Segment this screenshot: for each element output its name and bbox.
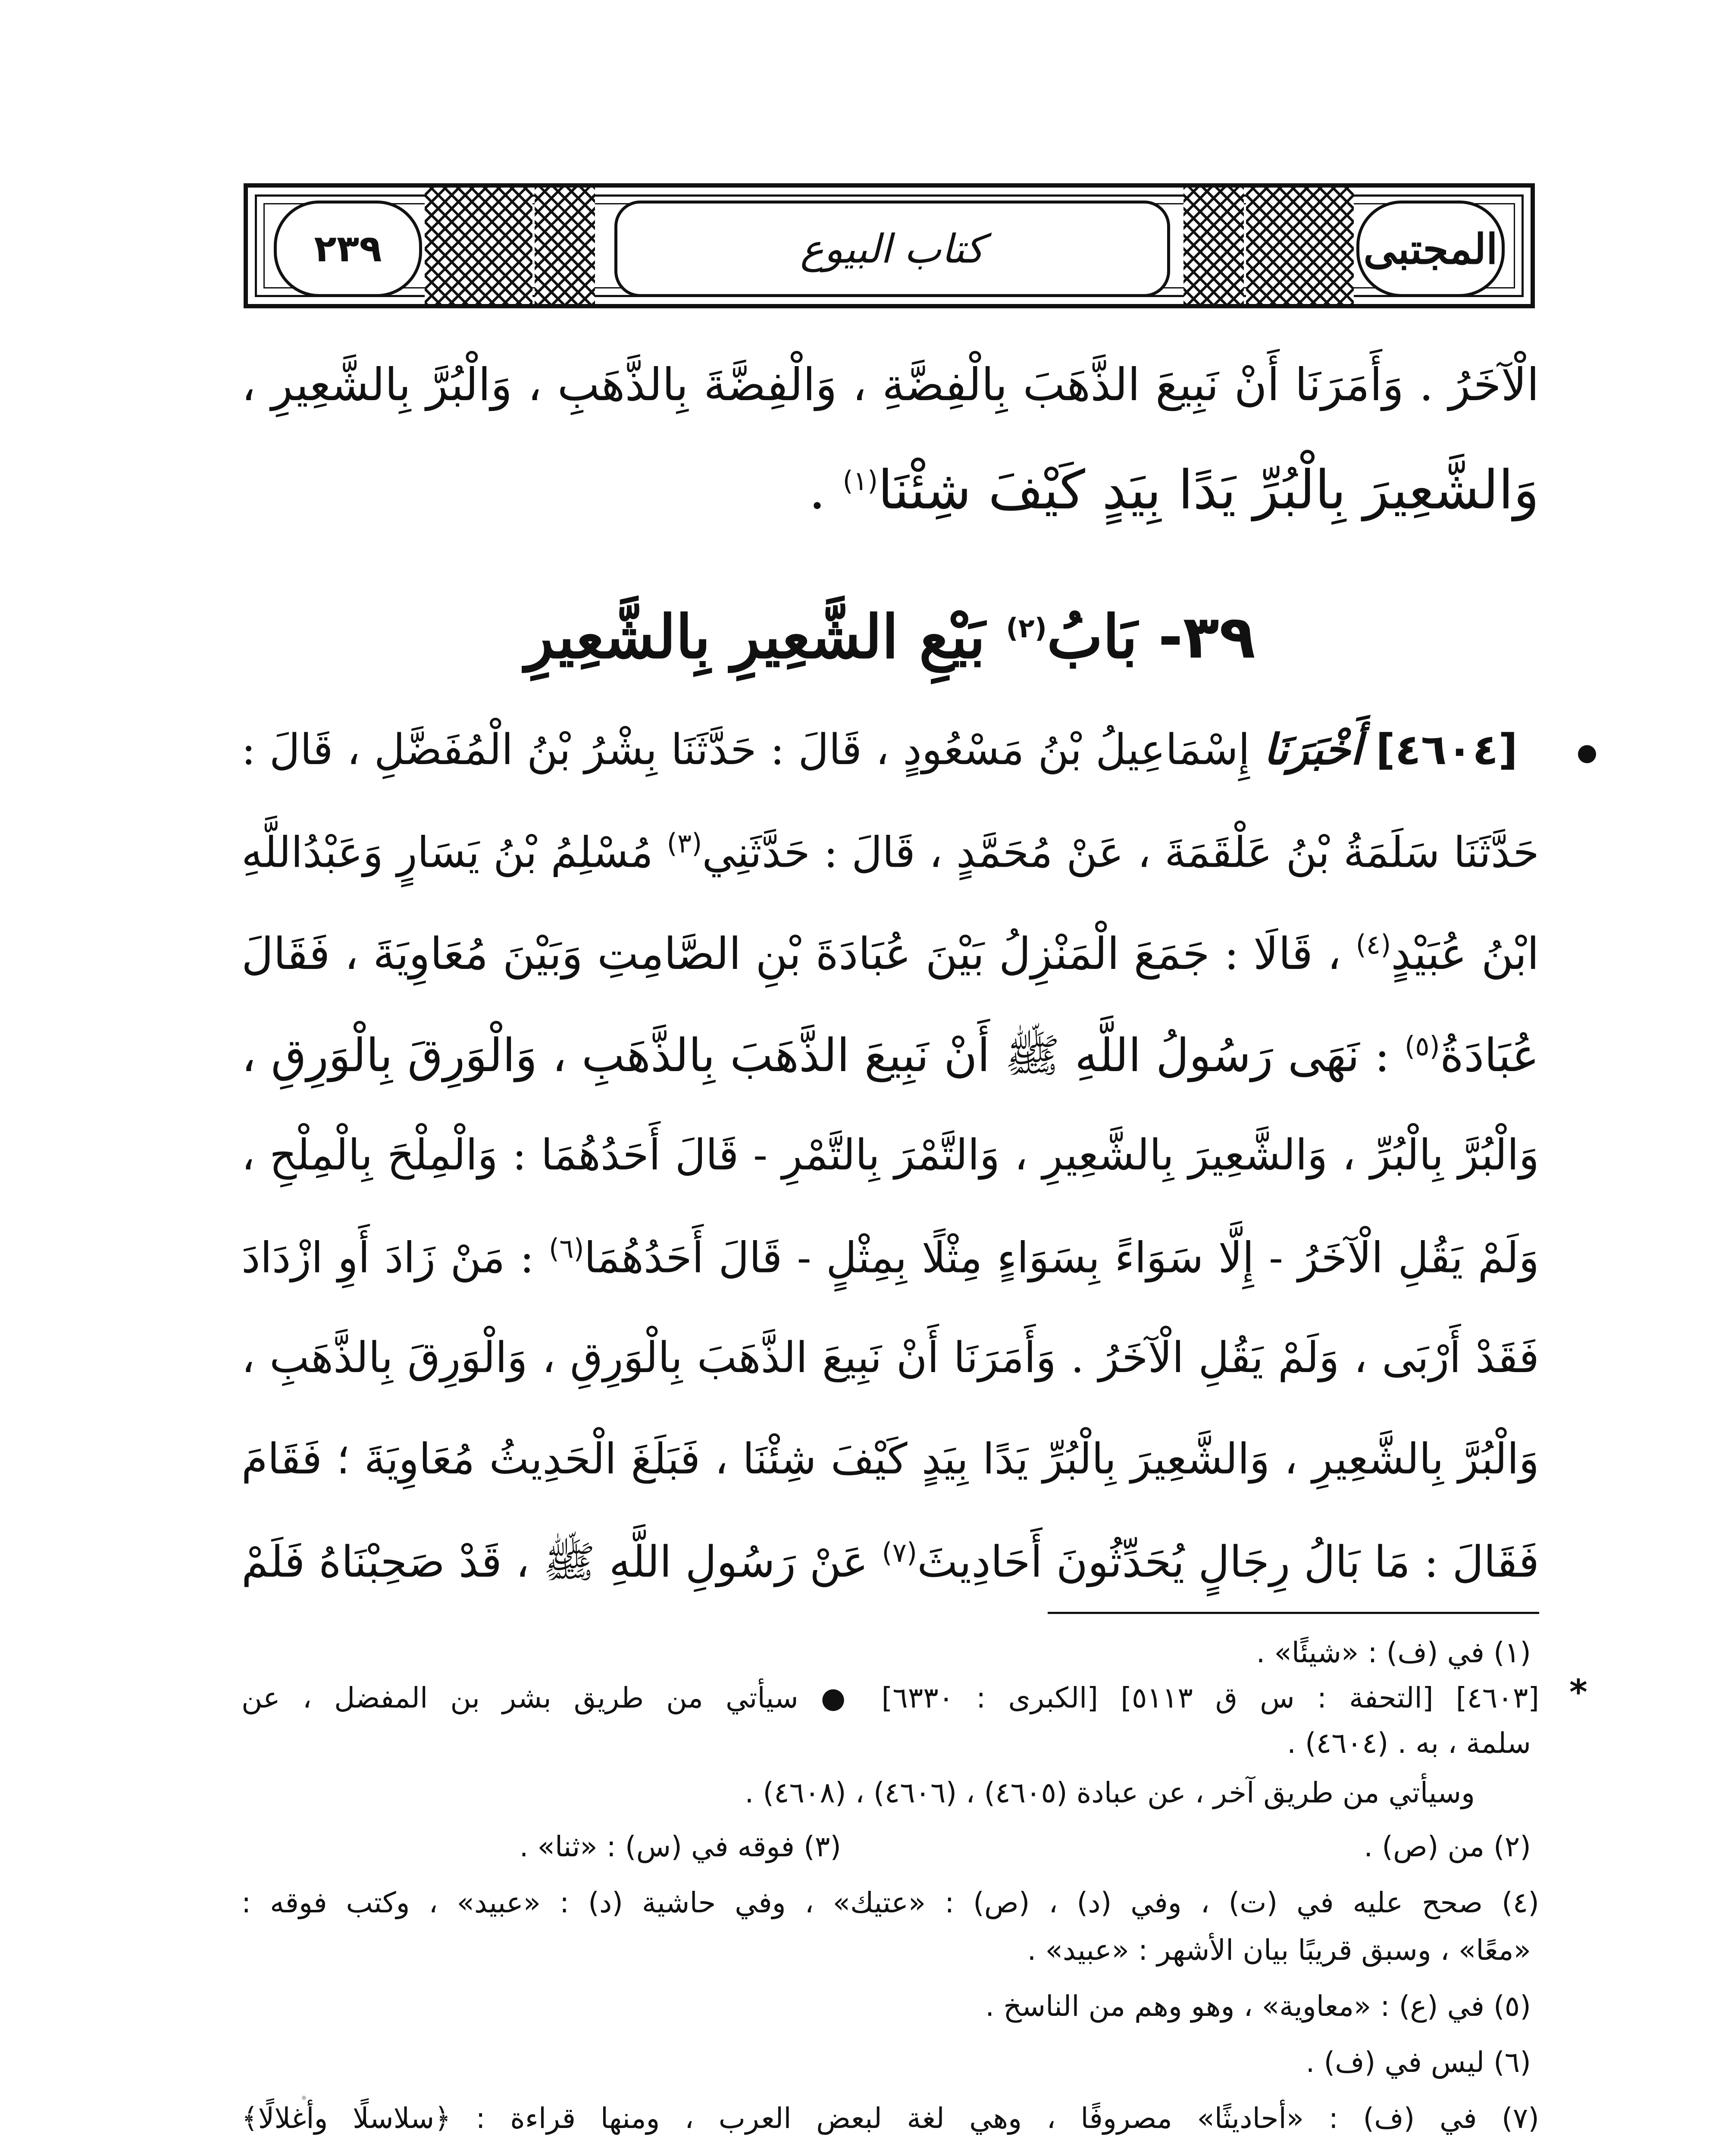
header-ornament-left-inner bbox=[535, 188, 595, 304]
body-text: عُبَادَةُ bbox=[1440, 1029, 1539, 1082]
book-name-logo: المجتبى bbox=[1363, 224, 1498, 273]
body-text: حَدَّثَنَا سَلَمَةُ بْنُ عَلْقَمَةَ ، عَنْ مُحَمَّدٍ ، قَالَ : حَدَّثَنِي bbox=[702, 828, 1539, 877]
footnote-2: (٢) من (ص) . bbox=[1364, 1830, 1531, 1863]
footnote-marker: (١) bbox=[842, 465, 878, 497]
footnote-5: (٥) في (ع) : «معاوية» ، وهو وهم من الناسخ . bbox=[985, 1990, 1531, 2023]
footnote-star-line-3: وسيأتي من طريق آخر ، عن عبادة (٤٦٠٥) ، (٤٦٠٦) ، (٤٦٠٨) . bbox=[745, 1776, 1475, 1809]
footnote-7-line-1: (٧) في (ف) : «أحاديثًا» مصروفًا ، وهي لغة لبعض العرب ، ومنها قراءة : ﴿سلاسلًا وأغلالًا﴾ bbox=[241, 2102, 1539, 2135]
book-name-cartouche bbox=[1356, 201, 1505, 297]
body-line-10: وَالْبُرَّ بِالشَّعِيرِ ، وَالشَّعِيرَ بِالْبُرِّ يَدًا بِيَدٍ كَيْفَ شِئْنَا ، فَبَلَغَ الْحَدِيثُ مُعَاوِيَةَ ؛ فَقَامَ bbox=[241, 1435, 1539, 1484]
footnote-marker: (٦) bbox=[549, 1233, 584, 1264]
body-line-8 bbox=[241, 1233, 1539, 1283]
body-text: ابْنُ عُبَيْدٍ bbox=[1391, 928, 1539, 980]
header-ornament-left bbox=[425, 188, 532, 304]
body-line-1: الْآخَرُ . وَأَمَرَنَا أَنْ نَبِيعَ الذَّهَبَ بِالْفِضَّةِ ، وَالْفِضَّةَ بِالذَّهَبِ ، وَالْبُرَّ بِالشَّعِيرِ ، bbox=[241, 358, 1540, 411]
body-text: إِسْمَاعِيلُ بْنُ مَسْعُودٍ ، قَالَ : حَدَّثَنَا بِشْرُ بْنُ الْمُفَضَّلِ ، قَالَ : bbox=[241, 725, 1250, 774]
body-text: ، قَالَا : جَمَعَ الْمَنْزِلُ بَيْنَ عُبَادَةَ بْنِ الصَّامِتِ وَبَيْنَ مُعَاوِيَةَ ، فَقَالَ bbox=[241, 928, 1342, 980]
body-line-3 bbox=[241, 725, 1518, 774]
running-title: كتاب البيوع bbox=[800, 226, 984, 272]
body-text: : مَنْ زَادَ أَوِ ازْدَادَ bbox=[241, 1233, 534, 1283]
running-title-cartouche bbox=[614, 201, 1170, 297]
footnote-marker: (٥) bbox=[1405, 1030, 1440, 1062]
scan-speck bbox=[302, 2096, 306, 2100]
page-header bbox=[244, 183, 1535, 308]
chapter-label: بَابُ bbox=[1046, 602, 1138, 672]
body-text: عَنْ رَسُولِ اللَّهِ ﷺ ، قَدْ صَحِبْنَاهُ فَلَمْ bbox=[241, 1536, 868, 1587]
akhbarana-word: أَخْبَرَنَا bbox=[1263, 725, 1362, 774]
body-text: مُسْلِمُ بْنُ يَسَارٍ وَعَبْدُاللَّهِ bbox=[241, 828, 654, 877]
footnote-star: * bbox=[1569, 1672, 1587, 1712]
body-text: : نَهَى رَسُولُ اللَّهِ ﷺ أَنْ نَبِيعَ الذَّهَبَ بِالذَّهَبِ ، وَالْوَرِقَ بِالْوَرِقِ ، bbox=[241, 1029, 1390, 1082]
page-number: ٢٣٩ bbox=[314, 227, 382, 270]
body-line-6 bbox=[241, 1029, 1539, 1082]
footnote-1: (١) في (ف) : «شيئًا» . bbox=[1256, 1636, 1531, 1669]
body-line-11 bbox=[241, 1536, 1539, 1587]
footnote-marker: (٣) bbox=[667, 827, 702, 859]
body-line-7: وَالْبُرَّ بِالْبُرِّ ، وَالشَّعِيرَ بِالشَّعِيرِ ، وَالتَّمْرَ بِالتَّمْرِ - قَالَ أَحَدُهُمَا : وَالْمِلْحَ بِالْمِلْحِ ، bbox=[241, 1131, 1539, 1180]
footnote-4-line-1: (٤) صحح عليه في (ت) ، وفي (د) ، (ص) : «عتيك» ، وفي حاشية (د) : «عبيد» ، وكتب فوقه : bbox=[241, 1886, 1539, 1919]
body-text: فَقَالَ : مَا بَالُ رِجَالٍ يُحَدِّثُونَ أَحَادِيثَ bbox=[917, 1536, 1539, 1587]
footnote-marker: (٧) bbox=[882, 1537, 917, 1568]
body-text: . bbox=[808, 459, 843, 521]
body-text: وَالشَّعِيرَ بِالْبُرِّ يَدًا بِيَدٍ كَيْفَ شِئْنَا bbox=[878, 459, 1539, 521]
header-ornament-right-inner bbox=[1183, 188, 1244, 304]
header-ornament-right bbox=[1246, 188, 1354, 304]
footnote-separator bbox=[1048, 1612, 1539, 1614]
footnote-star-line-1: [٤٦٠٣] [التحفة : س ق ٥١١٣] [الكبرى : ٦٣٣٠] ● سيأتي من طريق بشر بن المفضل ، عن bbox=[241, 1681, 1540, 1714]
footnote-star-line-2: سلمة ، به . (٤٦٠٤) . bbox=[1287, 1727, 1531, 1760]
chapter-title: بَيْعِ الشَّعِيرِ بِالشَّعِيرِ bbox=[525, 602, 986, 672]
hadith-number: [٤٦٠٤] bbox=[1376, 725, 1518, 774]
hadith-bullet bbox=[1578, 745, 1596, 763]
footnote-3: (٣) فوقه في (س) : «ثنا» . bbox=[519, 1830, 841, 1863]
body-line-5 bbox=[241, 928, 1539, 980]
chapter-heading bbox=[241, 602, 1539, 672]
body-line-4 bbox=[241, 827, 1539, 877]
chapter-number: ٣٩- bbox=[1158, 602, 1256, 672]
body-line-9: فَقَدْ أَرْبَى ، وَلَمْ يَقُلِ الْآخَرُ . وَأَمَرَنَا أَنْ نَبِيعَ الذَّهَبَ بِالْوَرِقِ ، وَالْوَرِقَ بِالذَّهَبِ ، bbox=[241, 1333, 1539, 1382]
footnote-marker: (٤) bbox=[1356, 929, 1391, 960]
footnote-6: (٦) ليس في (ف) . bbox=[1305, 2046, 1531, 2079]
body-line-2 bbox=[241, 459, 1539, 521]
footnote-4-line-2: «معًا» ، وسبق قريبًا بيان الأشهر : «عبيد» . bbox=[1027, 1934, 1531, 1967]
body-text: وَلَمْ يَقُلِ الْآخَرُ - إِلَّا سَوَاءً بِسَوَاءٍ مِثْلًا بِمِثْلٍ - قَالَ أَحَدُهُمَا bbox=[584, 1233, 1539, 1283]
footnote-marker: (٢) bbox=[1006, 612, 1047, 644]
page-number-cartouche bbox=[274, 201, 422, 297]
